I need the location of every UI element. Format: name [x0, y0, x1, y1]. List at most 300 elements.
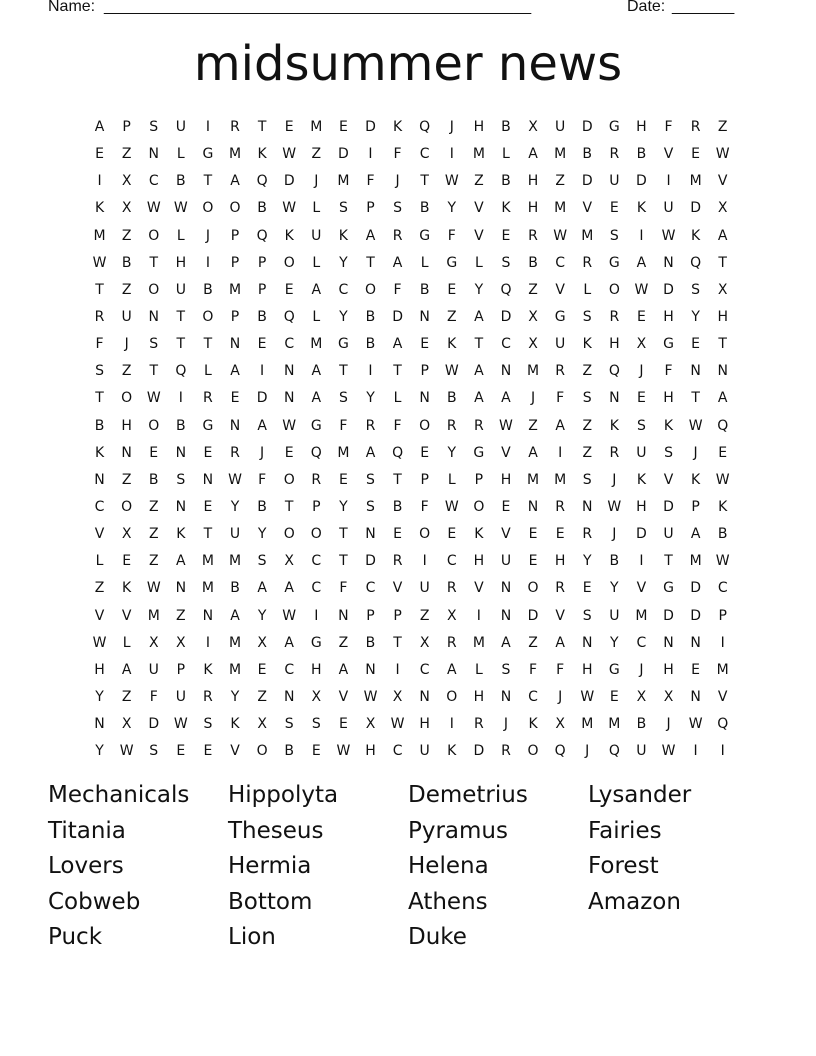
- grid-letter: T: [339, 553, 348, 570]
- name-label: Name:: [48, 0, 96, 15]
- grid-letter: H: [365, 743, 376, 760]
- grid-letter: T: [149, 363, 159, 380]
- grid-letter: U: [555, 119, 566, 135]
- grid-letter: E: [636, 390, 646, 407]
- grid-letter: D: [365, 119, 376, 135]
- grid-letter: L: [583, 281, 592, 298]
- grid-letter: W: [715, 553, 730, 570]
- grid-letter: K: [447, 743, 457, 760]
- grid-letter: A: [717, 390, 728, 407]
- grid-letter: L: [502, 146, 510, 163]
- grid-letter: M: [93, 227, 106, 244]
- grid-letter: Y: [447, 200, 457, 217]
- grid-letter: A: [501, 634, 511, 651]
- grid-letter: G: [608, 661, 620, 678]
- grid-letter: F: [556, 661, 565, 678]
- grid-letter: F: [393, 417, 402, 434]
- grid-letter: C: [446, 553, 457, 570]
- grid-letter: T: [257, 119, 267, 135]
- grid-letter: X: [121, 716, 132, 733]
- grid-letter: T: [149, 254, 159, 271]
- grid-letter: R: [473, 417, 484, 434]
- grid-letter: B: [94, 417, 105, 434]
- grid-letter: D: [256, 390, 268, 407]
- grid-letter: K: [284, 227, 294, 244]
- grid-letter: K: [691, 227, 701, 244]
- grid-letter: T: [718, 336, 727, 353]
- grid-letter: N: [175, 444, 187, 461]
- word-search-grid: [86, 114, 736, 765]
- grid-letter: S: [691, 281, 701, 298]
- grid-letter: W: [92, 634, 107, 651]
- grid-letter: Q: [283, 308, 295, 325]
- grid-letter: S: [393, 200, 403, 217]
- grid-letter: Y: [339, 308, 348, 325]
- grid-letter: T: [176, 336, 186, 353]
- grid-letter: E: [501, 227, 511, 244]
- grid-letter: M: [228, 553, 242, 570]
- grid-letter: G: [473, 444, 485, 461]
- grid-letter: R: [582, 526, 593, 543]
- word-list-item: Bottom: [228, 888, 313, 915]
- grid-letter: K: [447, 336, 457, 353]
- grid-letter: I: [720, 634, 725, 651]
- grid-letter: W: [146, 390, 161, 407]
- grid-letter: J: [124, 336, 129, 353]
- word-list-item: Mechanicals: [48, 782, 190, 808]
- grid-letter: S: [664, 444, 673, 461]
- grid-letter: J: [449, 119, 454, 135]
- grid-letter: X: [717, 281, 728, 298]
- grid-letter: W: [715, 146, 730, 163]
- grid-letter: M: [228, 146, 242, 163]
- grid-letter: Z: [257, 688, 267, 705]
- grid-letter: B: [501, 173, 511, 190]
- grid-letter: A: [365, 227, 376, 244]
- grid-letter: T: [474, 336, 484, 353]
- grid-letter: D: [636, 526, 647, 543]
- grid-letter: A: [311, 390, 322, 407]
- grid-letter: U: [609, 607, 620, 624]
- grid-letter: F: [95, 336, 104, 353]
- grid-letter: E: [609, 200, 619, 217]
- grid-letter: N: [581, 634, 593, 651]
- grid-letter: S: [582, 390, 592, 407]
- grid-letter: B: [230, 580, 240, 597]
- grid-letter: S: [501, 254, 511, 271]
- grid-letter: H: [94, 661, 105, 678]
- grid-letter: R: [446, 417, 457, 434]
- grid-letter: X: [717, 200, 728, 217]
- grid-letter: V: [474, 200, 484, 217]
- grid-letter: M: [201, 553, 214, 570]
- word-list-item: Forest: [588, 853, 659, 879]
- grid-letter: K: [636, 200, 647, 217]
- grid-letter: A: [392, 336, 403, 353]
- grid-letter: D: [636, 173, 647, 190]
- grid-letter: E: [149, 444, 159, 461]
- grid-letter: M: [689, 553, 702, 570]
- grid-letter: V: [555, 607, 565, 624]
- grid-letter: O: [527, 743, 539, 760]
- grid-letter: X: [121, 526, 132, 543]
- grid-letter: K: [718, 498, 728, 515]
- grid-letter: Z: [121, 688, 132, 705]
- grid-letter: N: [500, 580, 512, 597]
- grid-letter: L: [420, 254, 429, 271]
- grid-letter: A: [474, 363, 484, 380]
- grid-letter: U: [555, 336, 566, 353]
- grid-letter: K: [528, 716, 538, 733]
- grid-letter: G: [608, 119, 620, 135]
- grid-letter: D: [283, 173, 295, 190]
- grid-letter: S: [338, 390, 348, 407]
- grid-letter: X: [528, 308, 538, 325]
- grid-letter: T: [420, 173, 429, 190]
- grid-letter: G: [419, 227, 431, 244]
- grid-letter: M: [310, 336, 323, 353]
- grid-letter: A: [717, 227, 728, 244]
- grid-letter: H: [636, 498, 647, 515]
- grid-letter: W: [228, 471, 242, 488]
- grid-letter: T: [203, 526, 213, 543]
- grid-letter: B: [446, 390, 457, 407]
- grid-letter: Q: [717, 716, 729, 733]
- grid-letter: M: [228, 281, 242, 298]
- grid-letter: O: [364, 281, 376, 298]
- grid-letter: E: [284, 281, 294, 298]
- grid-letter: E: [636, 308, 646, 325]
- grid-letter: E: [555, 526, 565, 543]
- grid-letter: O: [148, 417, 160, 434]
- grid-letter: A: [338, 661, 349, 678]
- grid-letter: W: [607, 498, 622, 515]
- grid-letter: E: [393, 526, 402, 543]
- grid-letter: T: [393, 634, 402, 651]
- word-list-item: Titania: [48, 817, 126, 844]
- grid-letter: E: [691, 146, 701, 163]
- grid-letter: N: [148, 308, 159, 325]
- grid-letter: R: [609, 308, 620, 325]
- grid-letter: H: [663, 308, 674, 325]
- grid-letter: X: [311, 688, 322, 705]
- grid-letter: C: [94, 498, 105, 515]
- grid-letter: O: [473, 498, 485, 515]
- grid-letter: X: [446, 607, 457, 624]
- grid-letter: O: [310, 526, 322, 543]
- grid-letter: Q: [717, 417, 729, 434]
- grid-letter: N: [94, 716, 105, 733]
- grid-letter: N: [527, 498, 539, 515]
- grid-letter: E: [528, 526, 538, 543]
- grid-letter: E: [203, 444, 213, 461]
- grid-letter: U: [148, 661, 159, 678]
- grid-letter: E: [609, 688, 619, 705]
- grid-letter: E: [176, 743, 186, 760]
- grid-letter: I: [178, 390, 183, 407]
- grid-letter: R: [94, 308, 105, 325]
- grid-letter: X: [257, 716, 267, 733]
- grid-letter: D: [392, 308, 403, 325]
- grid-letter: I: [205, 119, 210, 135]
- grid-letter: V: [717, 173, 728, 190]
- grid-letter: B: [392, 498, 403, 515]
- grid-letter: Y: [474, 281, 484, 298]
- grid-letter: W: [119, 743, 134, 760]
- grid-letter: R: [609, 146, 620, 163]
- grid-letter: P: [718, 607, 727, 624]
- grid-letter: Z: [528, 281, 538, 298]
- grid-letter: A: [257, 417, 267, 434]
- grid-letter: X: [365, 716, 376, 733]
- grid-letter: Y: [339, 254, 348, 271]
- word-list-item: Lion: [228, 924, 276, 950]
- grid-letter: Q: [608, 363, 620, 380]
- grid-letter: A: [528, 146, 538, 163]
- grid-letter: S: [257, 553, 267, 570]
- grid-letter: W: [444, 173, 459, 190]
- grid-letter: L: [393, 390, 402, 407]
- grid-letter: S: [582, 308, 592, 325]
- grid-letter: U: [311, 227, 322, 244]
- grid-letter: E: [311, 743, 321, 760]
- grid-letter: T: [664, 553, 673, 570]
- grid-letter: J: [639, 363, 644, 380]
- grid-letter: U: [609, 173, 620, 190]
- grid-letter: N: [283, 363, 295, 380]
- grid-letter: N: [175, 580, 187, 597]
- grid-letter: G: [337, 336, 349, 353]
- grid-letter: Y: [366, 390, 375, 407]
- grid-letter: R: [501, 743, 511, 760]
- grid-letter: B: [636, 146, 647, 163]
- grid-letter: W: [688, 417, 703, 434]
- grid-letter: Y: [257, 607, 267, 624]
- grid-letter: N: [690, 634, 701, 651]
- grid-letter: Y: [610, 634, 619, 651]
- grid-letter: V: [636, 580, 647, 597]
- grid-letter: E: [691, 336, 701, 353]
- grid-letter: B: [257, 498, 267, 515]
- grid-letter: Z: [528, 417, 538, 434]
- grid-letter: T: [366, 254, 375, 271]
- date-blank-line: _______: [672, 0, 735, 15]
- grid-letter: E: [420, 444, 430, 461]
- grid-letter: K: [392, 119, 403, 135]
- grid-letter: G: [202, 146, 214, 163]
- grid-letter: X: [636, 688, 647, 705]
- grid-letter: N: [229, 417, 241, 434]
- grid-letter: S: [284, 716, 294, 733]
- grid-letter: I: [314, 607, 319, 624]
- grid-letter: V: [582, 200, 593, 217]
- grid-letter: M: [608, 716, 621, 733]
- grid-letter: A: [230, 363, 240, 380]
- grid-letter: V: [121, 607, 132, 624]
- grid-letter: S: [366, 498, 375, 515]
- grid-letter: Z: [555, 173, 565, 190]
- grid-letter: Z: [446, 308, 457, 325]
- grid-letter: U: [663, 200, 674, 217]
- grid-letter: O: [608, 281, 620, 298]
- grid-letter: S: [582, 471, 592, 488]
- grid-letter: B: [176, 417, 186, 434]
- grid-letter: J: [205, 227, 210, 244]
- grid-letter: B: [528, 254, 538, 271]
- grid-letter: S: [176, 471, 186, 488]
- grid-letter: W: [444, 498, 459, 515]
- grid-letter: V: [392, 580, 403, 597]
- grid-letter: M: [581, 227, 594, 244]
- grid-letter: B: [365, 308, 376, 325]
- grid-letter: Z: [176, 607, 186, 624]
- grid-letter: F: [339, 580, 348, 597]
- word-list-item: Athens: [408, 888, 488, 915]
- grid-letter: T: [339, 363, 348, 380]
- grid-letter: D: [663, 498, 674, 515]
- grid-letter: M: [472, 146, 485, 163]
- grid-letter: E: [718, 444, 728, 461]
- grid-letter: O: [446, 688, 458, 705]
- grid-letter: U: [500, 553, 512, 570]
- grid-letter: M: [554, 471, 567, 488]
- grid-letter: R: [365, 417, 376, 434]
- grid-letter: I: [639, 227, 644, 244]
- grid-letter: O: [283, 471, 295, 488]
- grid-letter: A: [121, 661, 132, 678]
- grid-letter: X: [636, 336, 647, 353]
- grid-letter: D: [473, 743, 485, 760]
- grid-letter: H: [500, 471, 512, 488]
- grid-letter: P: [474, 471, 484, 488]
- grid-letter: Z: [717, 119, 728, 135]
- grid-letter: J: [503, 716, 509, 733]
- grid-letter: V: [474, 580, 484, 597]
- grid-letter: L: [474, 661, 483, 678]
- grid-letter: H: [663, 390, 674, 407]
- grid-letter: D: [581, 173, 593, 190]
- grid-letter: J: [639, 661, 644, 678]
- grid-letter: A: [230, 607, 240, 624]
- grid-letter: L: [312, 200, 321, 217]
- grid-letter: C: [338, 281, 349, 298]
- name-blank-line: ________________________________________________: [104, 0, 532, 15]
- grid-letter: I: [693, 743, 698, 760]
- grid-letter: R: [609, 444, 620, 461]
- grid-letter: F: [258, 471, 267, 488]
- grid-letter: C: [284, 661, 295, 678]
- grid-letter: P: [366, 607, 375, 624]
- grid-letter: E: [691, 661, 701, 678]
- grid-letter: D: [500, 308, 512, 325]
- grid-letter: N: [500, 607, 512, 624]
- grid-letter: N: [94, 471, 105, 488]
- grid-letter: D: [690, 200, 701, 217]
- grid-letter: Z: [582, 444, 593, 461]
- grid-letter: K: [609, 417, 619, 434]
- grid-letter: A: [636, 254, 647, 271]
- grid-letter: K: [230, 716, 240, 733]
- grid-letter: W: [173, 716, 188, 733]
- grid-letter: A: [311, 363, 322, 380]
- grid-letter: G: [554, 308, 566, 325]
- grid-letter: L: [176, 146, 185, 163]
- grid-letter: N: [202, 607, 214, 624]
- grid-letter: E: [257, 336, 267, 353]
- grid-letter: E: [582, 580, 592, 597]
- grid-letter: N: [419, 308, 430, 325]
- grid-letter: W: [282, 607, 297, 624]
- grid-letter: K: [94, 200, 105, 217]
- grid-letter: M: [689, 173, 702, 190]
- grid-letter: H: [473, 119, 485, 135]
- grid-letter: T: [95, 281, 104, 298]
- grid-letter: Z: [474, 173, 484, 190]
- grid-letter: C: [365, 580, 376, 597]
- grid-letter: B: [636, 716, 647, 733]
- grid-letter: X: [663, 688, 674, 705]
- grid-letter: C: [392, 743, 403, 760]
- grid-letter: M: [337, 444, 350, 461]
- grid-letter: R: [203, 390, 213, 407]
- grid-letter: P: [230, 308, 240, 325]
- grid-letter: O: [419, 526, 431, 543]
- grid-letter: E: [338, 119, 348, 135]
- grid-letter: R: [311, 471, 322, 488]
- grid-letter: Q: [256, 173, 268, 190]
- grid-letter: E: [447, 526, 457, 543]
- grid-letter: C: [555, 254, 566, 271]
- grid-letter: X: [555, 716, 565, 733]
- grid-letter: D: [663, 607, 674, 624]
- grid-letter: U: [229, 526, 241, 543]
- grid-letter: V: [501, 444, 511, 461]
- grid-letter: Q: [392, 444, 404, 461]
- grid-letter: W: [173, 200, 188, 217]
- grid-letter: S: [311, 716, 321, 733]
- grid-letter: R: [446, 580, 457, 597]
- grid-letter: W: [553, 227, 568, 244]
- grid-letter: A: [690, 526, 701, 543]
- grid-letter: Q: [256, 227, 268, 244]
- grid-letter: A: [555, 417, 565, 434]
- grid-letter: L: [204, 363, 212, 380]
- grid-letter: K: [257, 146, 267, 163]
- grid-letter: Z: [311, 146, 322, 163]
- grid-letter: K: [338, 227, 348, 244]
- grid-letter: V: [555, 281, 565, 298]
- grid-letter: D: [690, 607, 701, 624]
- grid-letter: V: [501, 526, 511, 543]
- grid-letter: Z: [121, 227, 132, 244]
- grid-letter: J: [260, 444, 265, 461]
- grid-letter: B: [419, 200, 430, 217]
- grid-letter: O: [527, 580, 539, 597]
- grid-letter: P: [122, 119, 131, 135]
- grid-letter: W: [390, 716, 405, 733]
- grid-letter: H: [717, 308, 728, 325]
- grid-letter: F: [556, 390, 565, 407]
- grid-letter: K: [501, 200, 511, 217]
- grid-letter: R: [582, 254, 593, 271]
- grid-letter: F: [420, 498, 429, 515]
- grid-letter: P: [176, 661, 186, 678]
- grid-letter: K: [474, 526, 484, 543]
- grid-letter: U: [419, 580, 430, 597]
- grid-letter: F: [529, 661, 538, 678]
- grid-letter: X: [176, 634, 186, 651]
- grid-letter: L: [95, 553, 104, 570]
